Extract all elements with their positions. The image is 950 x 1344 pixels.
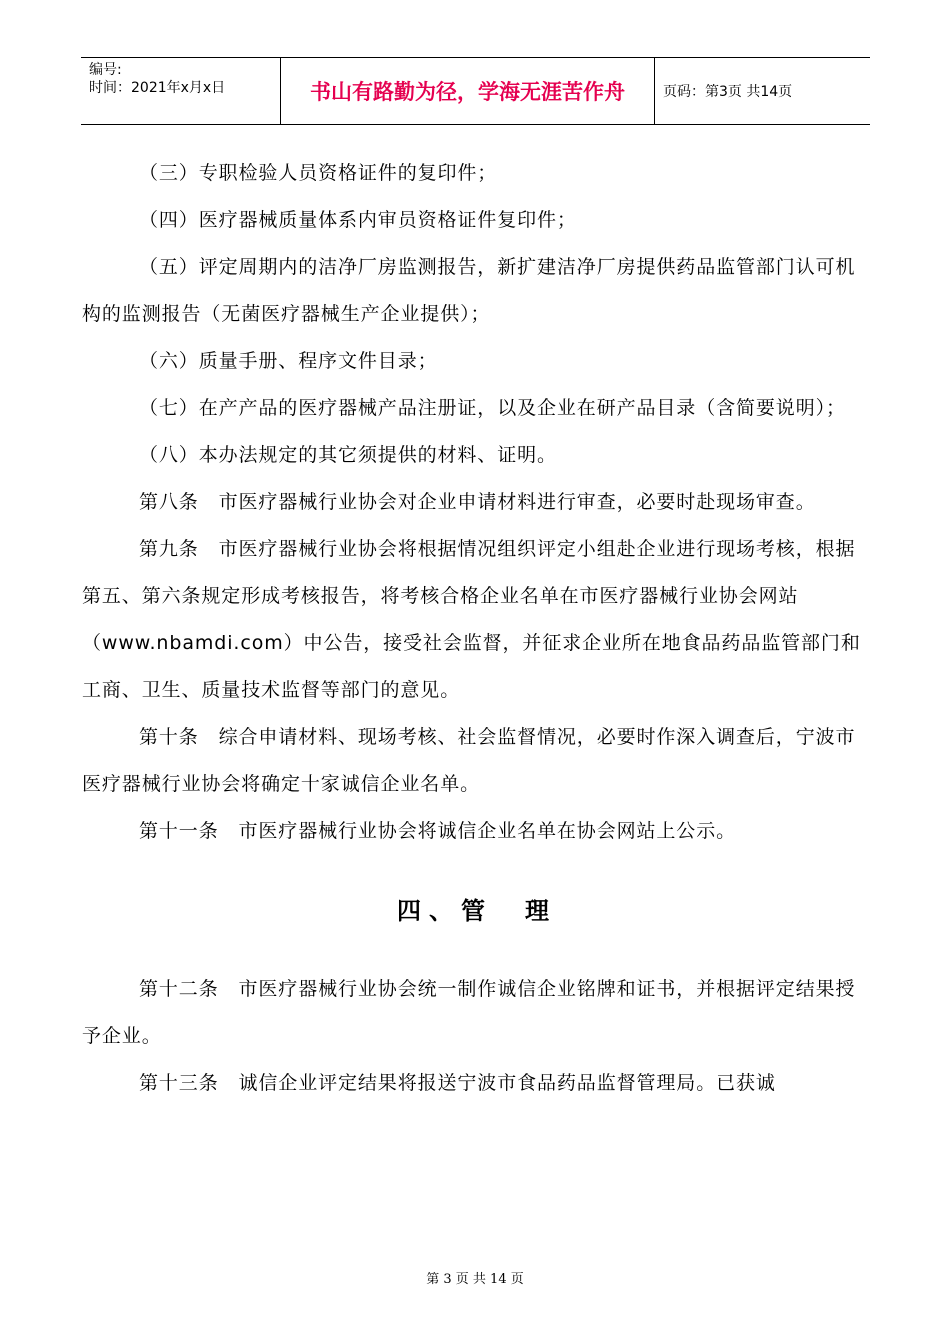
document-body (82, 150, 872, 1107)
paragraph: 第八条 市医疗器械行业协会对企业申请材料进行审查，必要时赴现场审查。 (139, 491, 816, 513)
paragraph: 第十一条 市医疗器械行业协会将诚信企业名单在协会网站上公示。 (139, 820, 737, 842)
paragraph: （三）专职检验人员资格证件的复印件； (139, 162, 498, 184)
paragraph: 第十三条 诚信企业评定结果将报送宁波市食品药品监督管理局。已获诚 (139, 1072, 776, 1094)
document-header (81, 57, 870, 125)
header-page-label: 页码：第3页 共14页 (663, 84, 793, 100)
header-meta (81, 58, 281, 124)
section-title: 四、管 理 (397, 897, 557, 925)
header-motto: 书山有路勤为径，学海无涯苦作舟 (281, 58, 655, 124)
page-footer: 第 3 页 共 14 页 (426, 1272, 524, 1287)
paragraph: （七）在产产品的医疗器械产品注册证，以及企业在研产品目录（含简要说明）； (139, 397, 846, 419)
paragraph: （五）评定周期内的洁净厂房监测报告，新扩建洁净厂房提供药品监管部门认可机构的监测报告（无菌医疗器械生产企业提供）； (82, 256, 856, 325)
paragraph: （四）医疗器械质量体系内审员资格证件复印件； (139, 209, 577, 231)
document-number-label: 编号: (89, 62, 122, 78)
paragraph: 第九条 市医疗器械行业协会将根据情况组织评定小组赴企业进行现场考核，根据第五、第六条规定形成考核报告，将考核合格企业名单在市医疗器械行业协会网站（www.nbamdi.com）中公告，接受社会监督，并征求企业所在地食品药品监管部门和工商、卫生、质量技术监督等部门的意见。 (82, 538, 861, 701)
document-time-label: 时间：2021年x月x日 (89, 80, 226, 96)
paragraph: 第十条 综合申请材料、现场考核、社会监督情况，必要时作深入调查后，宁波市医疗器械行业协会将确定十家诚信企业名单。 (82, 726, 856, 795)
paragraph: 第十二条 市医疗器械行业协会统一制作诚信企业铭牌和证书，并根据评定结果授予企业。 (82, 978, 856, 1047)
paragraph: （八）本办法规定的其它须提供的材料、证明。 (139, 444, 557, 466)
paragraph: （六）质量手册、程序文件目录； (139, 350, 438, 372)
